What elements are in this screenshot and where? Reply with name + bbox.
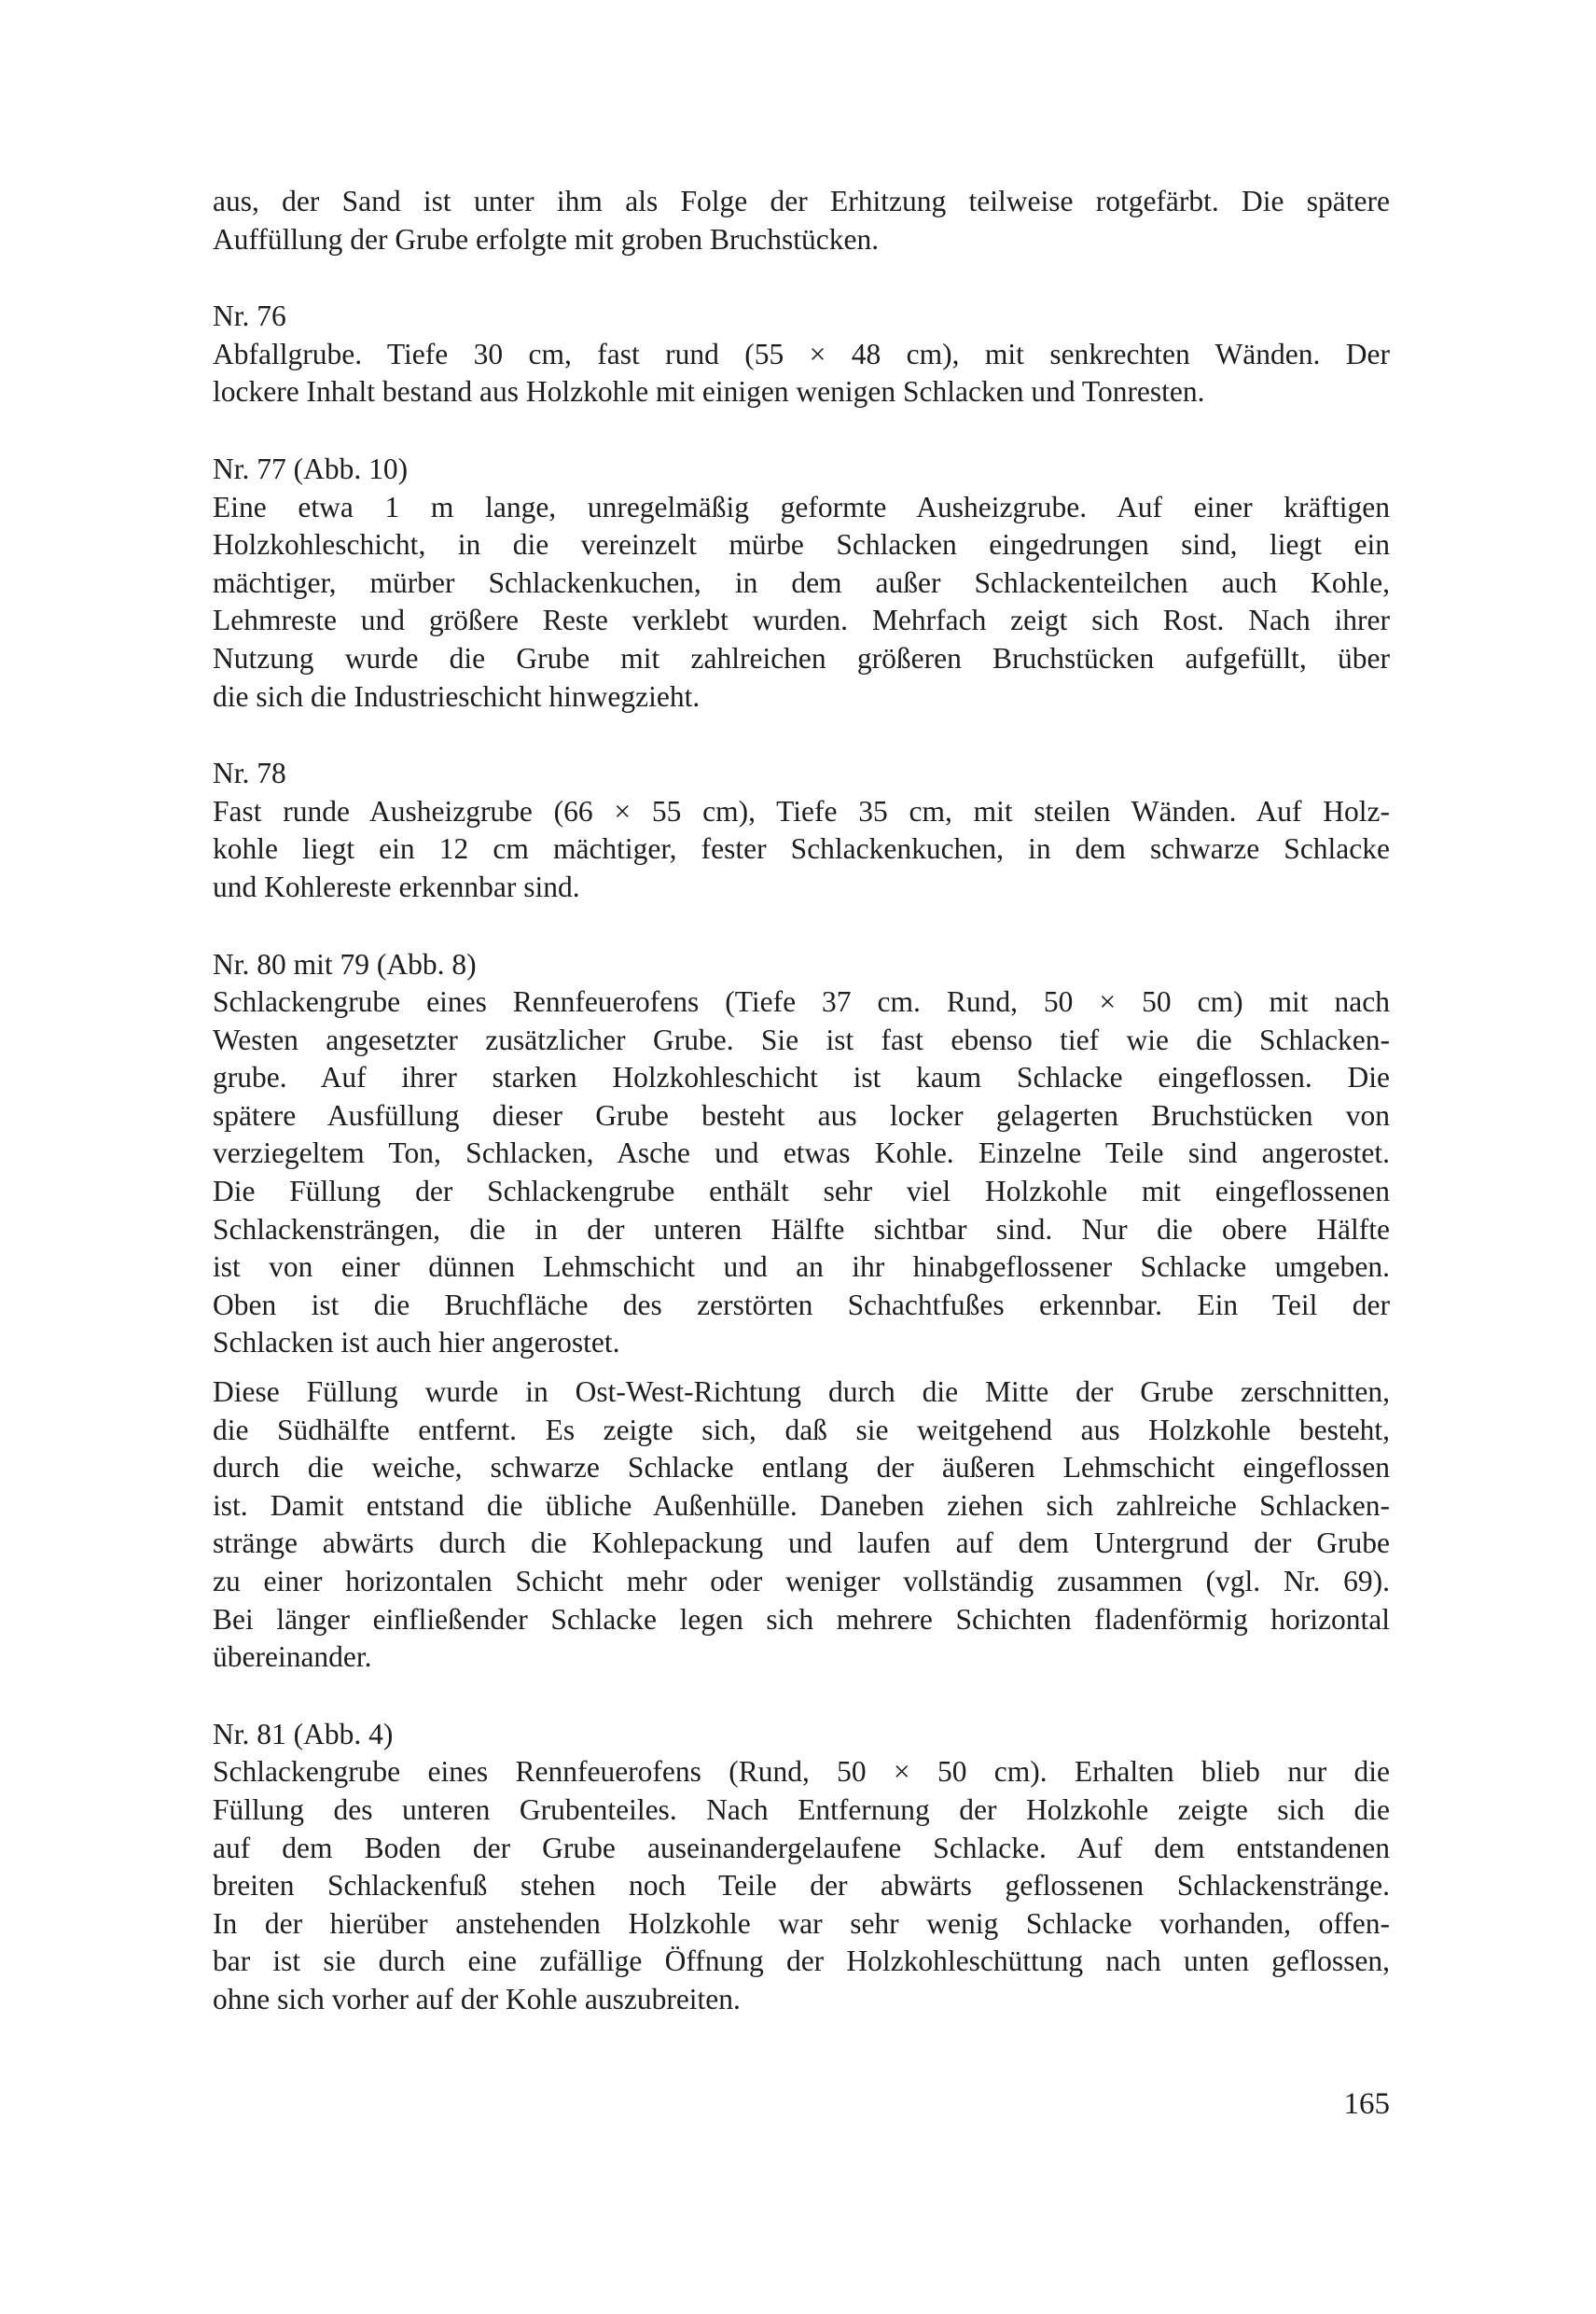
text-line: Abfallgrube. Tiefe 30 cm, fast rund (55 × 48 cm), mit senkrechten Wänden. Der	[213, 337, 1390, 370]
text-line: Oben ist die Bruchfläche des zerstörten Schachtfußes erkennbar. Ein Teil der	[213, 1288, 1390, 1321]
text-line: Holzkohleschicht, in die vereinzelt mürbe Schlacken eingedrungen sind, liegt ein	[213, 528, 1390, 562]
entry-1	[213, 298, 1390, 411]
text-line: Schlackengrube eines Rennfeuerofens (Rund, 50 × 50 cm). Erhalten blieb nur die	[213, 1755, 1390, 1789]
entry-heading: Nr. 80 mit 79 (Abb. 8)	[213, 947, 477, 981]
text-line: grube. Auf ihrer starken Holzkohleschicht ist kaum Schlacke eingeflossen. Die	[213, 1061, 1390, 1094]
text-line: Nutzung wurde die Grube mit zahlreichen größeren Bruchstücken aufgefüllt, über	[213, 641, 1390, 675]
text-line: Diese Füllung wurde in Ost-West-Richtung durch die Mitte der Grube zerschnitten,	[213, 1375, 1390, 1409]
entry-heading: Nr. 76	[213, 300, 286, 333]
text-line: Schlackensträngen, die in der unteren Hälfte sichtbar sind. Nur die obere Hälfte	[213, 1212, 1390, 1246]
text-line: Füllung des unteren Grubenteiles. Nach Entfernung der Holzkohle zeigte sich die	[213, 1792, 1390, 1826]
text-line: Lehmreste und größere Reste verklebt wurden. Mehrfach zeigt sich Rost. Nach ihrer	[213, 604, 1390, 637]
text-line: verziegeltem Ton, Schlacken, Asche und etwas Kohle. Einzelne Teile sind angerostet.	[213, 1136, 1390, 1170]
text-line: zu einer horizontalen Schicht mehr oder weniger vollständig zusammen (vgl. Nr. 69).	[213, 1565, 1390, 1597]
text-line: In der hierüber anstehenden Holzkohle war sehr wenig Schlacke vorhanden, offen-	[213, 1906, 1390, 1940]
entry-heading: Nr. 77 (Abb. 10)	[213, 452, 409, 485]
text-line: Fast runde Ausheizgrube (66 × 55 cm), Tiefe 35 cm, mit steilen Wänden. Auf Holz-	[213, 794, 1390, 828]
text-line: übereinander.	[213, 1640, 372, 1674]
text-line: lockere Inhalt bestand aus Holzkohle mit einigen wenigen Schlacken und Tonresten.	[213, 375, 1205, 409]
entry-5	[213, 1716, 1390, 2019]
entry-3	[213, 755, 1390, 906]
text-line: ist von einer dünnen Lehmschicht und an ihr hinabgeflossener Schlacke umgeben.	[213, 1250, 1390, 1284]
paragraph	[213, 1753, 1390, 2018]
text-line: ist. Damit entstand die übliche Außenhülle. Daneben ziehen sich zahlreiche Schlacken-	[213, 1488, 1390, 1522]
text-line: Eine etwa 1 m lange, unregelmäßig geformte Ausheizgrube. Auf einer kräftigen	[213, 490, 1390, 523]
text-line: mächtiger, mürber Schlackenkuchen, in dem außer Schlackenteilchen auch Kohle,	[213, 565, 1390, 599]
entry-heading: Nr. 78	[213, 757, 286, 790]
text-line: stränge abwärts durch die Kohlepackung und laufen auf dem Untergrund der Grube	[213, 1526, 1390, 1560]
text-line: Die Füllung der Schlackengrube enthält sehr viel Holzkohle mit eingeflossenen	[213, 1175, 1390, 1208]
text-line: aus, der Sand ist unter ihm als Folge der Erhitzung teilweise rotgefärbt. Die spätere	[213, 185, 1390, 217]
text-line: Westen angesetzter zusätzlicher Grube. Sie ist fast ebenso tief wie die Schlacken-	[213, 1023, 1390, 1056]
text-line: die Südhälfte entfernt. Es zeigte sich, daß sie weitgehend aus Holzkohle besteht,	[213, 1413, 1390, 1446]
text-line: und Kohlereste erkennbar sind.	[213, 870, 580, 903]
text-line: Schlackengrube eines Rennfeuerofens (Tiefe 37 cm. Rund, 50 × 50 cm) mit nach	[213, 985, 1390, 1019]
text-line: auf dem Boden der Grube auseinandergelaufene Schlacke. Auf dem entstandenen	[213, 1831, 1390, 1864]
page-number: 165	[1343, 2087, 1390, 2121]
entry-0	[213, 183, 1390, 258]
entry-2	[213, 451, 1390, 716]
text-line: Bei länger einfließender Schlacke legen sich mehrere Schichten fladenförmig horizontal	[213, 1602, 1390, 1636]
page-body	[213, 183, 1390, 2019]
text-line: Auffüllung der Grube erfolgte mit groben Bruchstücken.	[213, 222, 880, 256]
entry-heading: Nr. 81 (Abb. 4)	[213, 1717, 394, 1750]
paragraph	[213, 489, 1390, 717]
entry-4	[213, 946, 1390, 1677]
text-line: breiten Schlackenfuß stehen noch Teile der abwärts geflossenen Schlackenstränge.	[213, 1869, 1390, 1903]
text-line: kohle liegt ein 12 cm mächtiger, fester Schlackenkuchen, in dem schwarze Schlacke	[213, 832, 1390, 866]
paragraph	[213, 336, 1390, 411]
text-line: die sich die Industrieschicht hinwegzieht.	[213, 679, 701, 713]
paragraph	[213, 1373, 1390, 1677]
text-line: spätere Ausfüllung dieser Grube besteht aus locker gelagerten Bruchstücken von	[213, 1098, 1390, 1132]
text-line: ohne sich vorher auf der Kohle auszubreiten.	[213, 1982, 741, 2015]
text-line: Schlacken ist auch hier angerostet.	[213, 1326, 620, 1359]
paragraph	[213, 983, 1390, 1362]
text-line: durch die weiche, schwarze Schlacke entlang der äußeren Lehmschicht eingeflossen	[213, 1451, 1390, 1485]
text-line: bar ist sie durch eine zufällige Öffnung der Holzkohleschüttung nach unten geflossen,	[213, 1945, 1390, 1978]
paragraph	[213, 183, 1390, 258]
paragraph	[213, 793, 1390, 907]
